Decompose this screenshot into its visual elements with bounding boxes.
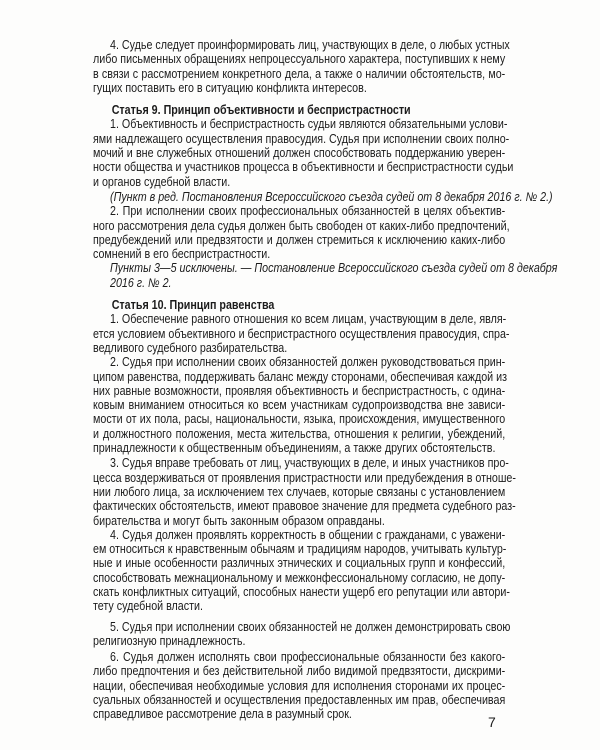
text-line: либо предпочтения и без действительной либо видимой предвзятости, дискрими- [93, 664, 506, 679]
text-line: и органов судебной власти. [93, 174, 231, 189]
text-line: 2. При исполнении своих профессиональных обязанностей в целях объектив- [110, 204, 506, 219]
text-line: цесса воздерживаться от проявления пристрастности или предубеждения в отноше- [93, 470, 516, 485]
text-line: ковым вниманием относиться ко всем участникам судопроизводства вне зависи- [93, 398, 506, 413]
text-line: в связи с рассмотрением конкретного дела, а также о наличии обстоятельств, мо- [93, 66, 506, 81]
paragraph [93, 117, 514, 189]
text-line: (Пункт в ред. Постановления Всероссийского съезда судей от 8 декабря 2016 г. № 2.) [110, 189, 553, 204]
text-line: нии любого лица, за исключением тех случаев, которые связаны с установлением [93, 484, 506, 499]
text-line: предубеждений или предвзятости и должен стремиться к исключению каких-либо [93, 232, 506, 247]
text-line: ципом равенства, поддерживать баланс между сторонами, обеспечивая каждой из [93, 369, 507, 384]
text-line: принадлежности к общественным объединениям, а также других обстоятельств. [93, 441, 496, 456]
paragraph [93, 204, 510, 262]
text-line: ведливого судебного разбирательства. [93, 340, 288, 355]
text-line: способствовать межнациональному и межконфессиональному согласию, не допу- [93, 570, 506, 585]
paragraph [93, 355, 505, 455]
text-line: религиозную принадлежность. [93, 633, 246, 648]
text-line: 4. Судья должен проявлять корректность в общении с гражданами, с уважени- [110, 527, 506, 542]
document-page-body [93, 38, 558, 722]
text-line: ями надлежащего осуществления правосудия. Судья при исполнении своих полно- [93, 131, 510, 146]
text-line: Статья 9. Принцип объективности и беспристрастности [111, 103, 411, 118]
article-heading [93, 298, 505, 312]
text-line: фактических обстоятельств, имеют правовое значение для предмета судебного раз- [93, 499, 516, 514]
text-line: Статья 10. Принцип равенства [111, 298, 275, 313]
text-line: сомнений в его беспристрастности. [93, 247, 271, 262]
text-line: Пункты 3—5 исключены. — Постановление Всероссийского съезда судей от 8 декабря [110, 261, 558, 276]
text-line: них равные возможности, проявляя объективность и беспристрастность, с одина- [93, 383, 506, 398]
text-line: ем относиться к нравственным обычаям и традициям народов, учитывать культур- [93, 542, 507, 557]
text-line: 6. Судья должен исполнять свои профессиональные обязанности без какого- [110, 650, 506, 665]
editorial-note [93, 189, 553, 204]
text-line: ные и иные особенности различных этнических и социальных групп и конфессий, [93, 556, 506, 571]
text-line: нации, обеспечивая необходимые условия для исполнения сторонами их процес- [93, 678, 506, 693]
text-line: ется условием объективного и беспристрастного осуществления правосудия, спра- [93, 326, 510, 341]
text-line: 1. Обеспечение равного отношения ко всем лицам, участвующим в деле, явля- [110, 312, 507, 327]
text-line: и должностного положения, места жительства, отношения к религии, убеждений, [93, 426, 506, 441]
text-line: 2. Судья при исполнении своих обязанностей должен руководствоваться прин- [110, 355, 506, 370]
text-line: 5. Судья при исполнении своих обязанностей не должен демонстрировать свою [110, 619, 511, 634]
page-number: 7 [488, 714, 496, 730]
paragraph [93, 456, 516, 528]
paragraph [93, 38, 510, 95]
paragraph [93, 527, 510, 614]
text-line: справедливое рассмотрение дела в разумный срок. [93, 707, 352, 722]
text-line: бирательства и могут быть законным образом оправданы. [93, 513, 385, 528]
text-line: мочий и вне служебных отношений должен способствовать поддержанию уверен- [93, 146, 506, 161]
paragraph [93, 312, 510, 355]
text-line: тету судебной власти. [93, 599, 203, 614]
text-line: суальных обязанностей и осуществления предоставленных им прав, обеспечивая [93, 693, 506, 708]
text-line: 3. Судья вправе требовать от лиц, участвующих в деле, и иных участников про- [110, 456, 509, 471]
text-line: ности общества и участников процесса в объективности и беспристрастности судьи [93, 160, 514, 175]
paragraph [93, 619, 511, 649]
article-heading [93, 103, 505, 117]
paragraph [93, 650, 505, 721]
text-line: ного рассмотрения дела судья должен быть свободен от каких-либо предпочтений, [93, 218, 510, 233]
text-line: 4. Судье следует проинформировать лиц, участвующих в деле, о любых устных [110, 38, 510, 52]
text-line: 2016 г. № 2. [110, 275, 172, 290]
text-line: мости от их пола, расы, национальности, языка, происхождения, имущественного [93, 412, 506, 427]
text-line: либо письменных обращениях непроцессуального характера, поступивших к нему [93, 52, 506, 67]
text-line: скать конфликтных ситуаций, способных нанести ущерб его репутации или автори- [93, 584, 510, 599]
editorial-note [93, 261, 558, 290]
text-line: 1. Объективность и беспристрастность судьи являются обязательными услови- [110, 117, 508, 132]
text-line: гущих поставить его в ситуацию конфликта интересов. [93, 80, 367, 95]
